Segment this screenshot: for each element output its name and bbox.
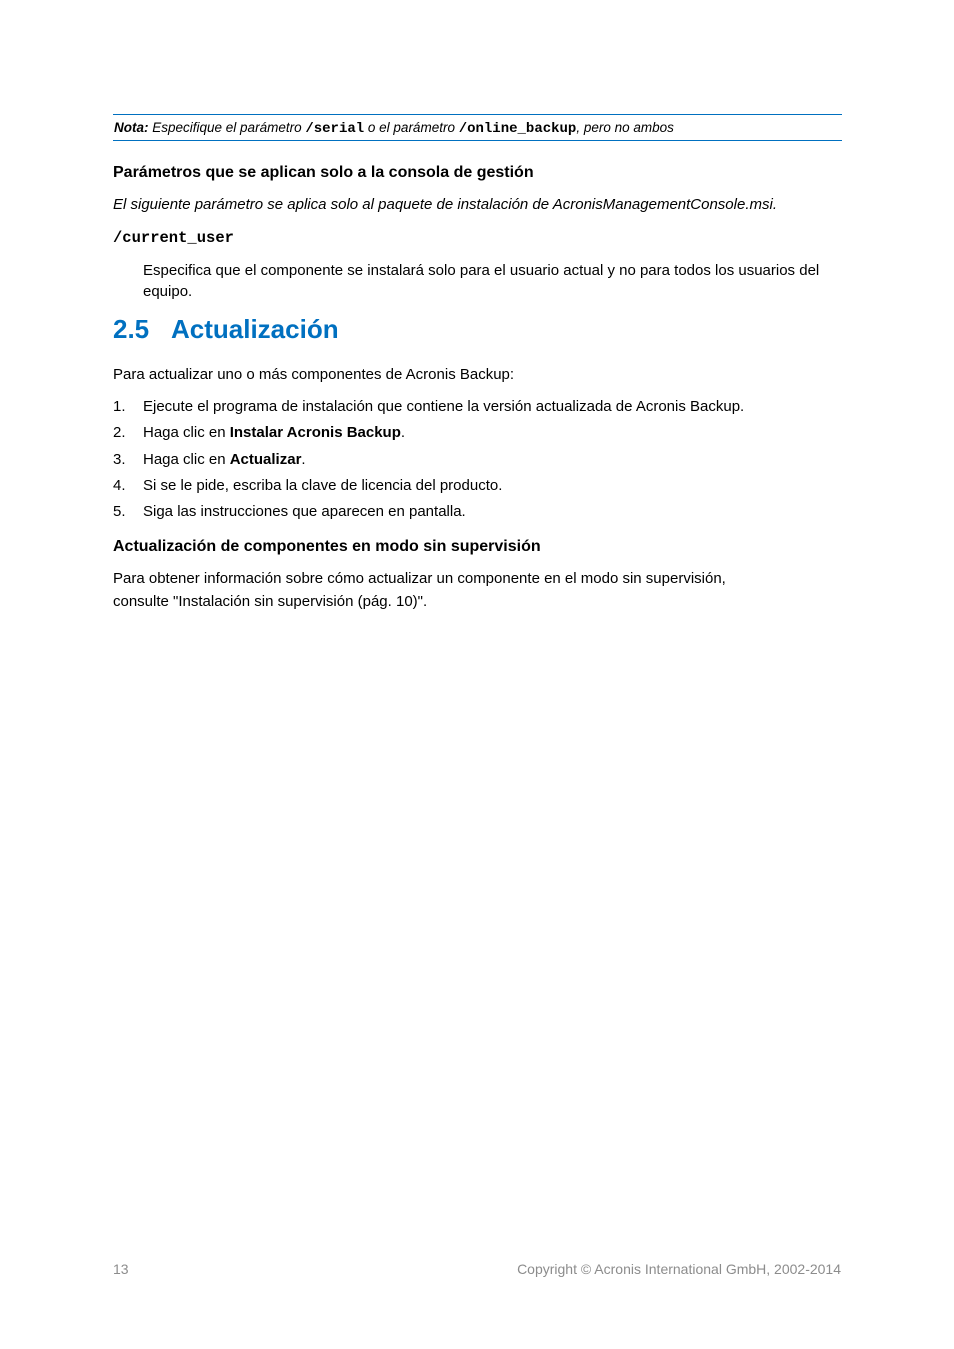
step-number: 4. bbox=[113, 476, 126, 494]
unattended-heading: Actualización de componentes en modo sin supervisión bbox=[113, 538, 541, 555]
step-text bbox=[143, 449, 306, 470]
note-text-2: o el parámetro bbox=[364, 120, 459, 135]
step-text: Si se le pide, escriba la clave de licencia del producto. bbox=[143, 476, 503, 494]
param-current-user-description: Especifica que el componente se instalará solo para el usuario actual y no para todos los usuarios del equipo. bbox=[143, 262, 820, 300]
step-number: 2. bbox=[113, 424, 126, 442]
section-title-actualizacion bbox=[113, 312, 339, 346]
step-text-pre: Haga clic en bbox=[143, 450, 230, 468]
console-params-intro: El siguiente parámetro se aplica solo al paquete de instalación de AcronisManagementConsole.msi. bbox=[113, 196, 777, 213]
step-number: 5. bbox=[113, 503, 126, 521]
note-text-1: Especifique el parámetro bbox=[148, 120, 306, 135]
step-number: 1. bbox=[113, 398, 126, 415]
unattended-line-2: consulte "Instalación sin supervisión (pág. 10)". bbox=[113, 593, 428, 610]
step-text-post: . bbox=[301, 450, 306, 468]
section-number: 2.5 bbox=[113, 314, 150, 344]
unattended-line-1: Para obtener información sobre cómo actualizar un componente en el modo sin supervisión, bbox=[113, 570, 726, 587]
step-text-bold: Actualizar bbox=[229, 450, 302, 468]
update-intro: Para actualizar uno o más componentes de Acronis Backup: bbox=[113, 366, 515, 383]
step-text: Siga las instrucciones que aparecen en pantalla. bbox=[143, 503, 466, 521]
step-text-pre: Haga clic en bbox=[143, 424, 230, 442]
note-box bbox=[113, 114, 842, 141]
param-current-user: /current_user bbox=[113, 229, 234, 247]
step-number: 3. bbox=[113, 450, 126, 468]
console-params-heading: Parámetros que se aplican solo a la consola de gestión bbox=[113, 164, 534, 181]
copyright-notice: Copyright © Acronis International GmbH, 2002-2014 bbox=[517, 1261, 841, 1277]
step-text-post: . bbox=[400, 424, 406, 442]
note-label: Nota: bbox=[114, 120, 149, 135]
step-text: Ejecute el programa de instalación que contiene la versión actualizada de Acronis Backup. bbox=[143, 398, 745, 415]
section-title: Actualización bbox=[171, 314, 339, 344]
note-code-serial: /serial bbox=[305, 121, 365, 137]
step-text-bold: Instalar Acronis Backup bbox=[229, 424, 401, 442]
step-text bbox=[143, 422, 405, 443]
note-code-online-backup: /online_backup bbox=[458, 121, 577, 137]
page-number: 13 bbox=[113, 1261, 129, 1277]
note-text-3: , pero no ambos bbox=[576, 120, 674, 135]
